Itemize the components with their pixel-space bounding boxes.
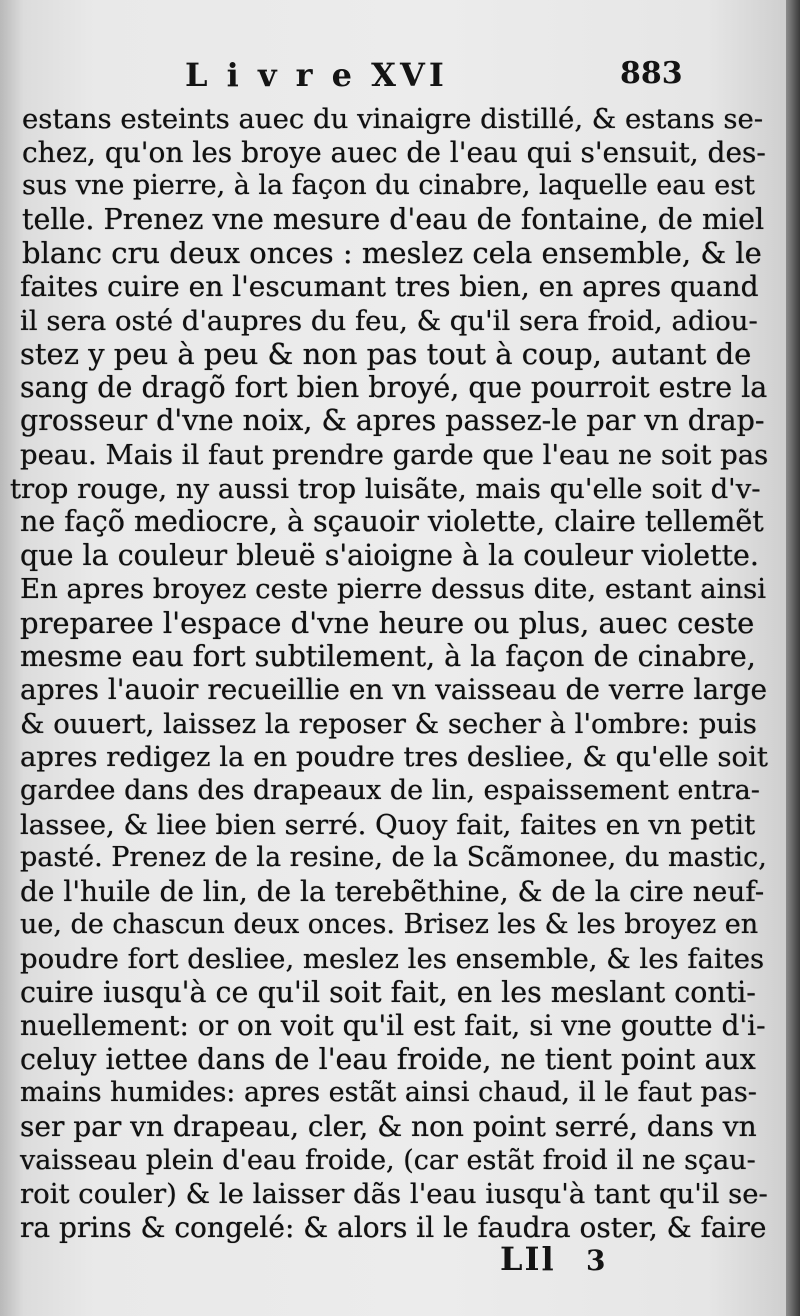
text-line: pasté. Prenez de la resine, de la Scãmonee, du mastic,: [20, 842, 767, 874]
text-line: de l'huile de lin, de la terebẽthine, & de la cire neuf-: [20, 874, 765, 908]
text-line: preparee l'espace d'vne heure ou plus, auec ceste: [20, 606, 755, 640]
text-line: sus vne pierre, à la façon du cinabre, laquelle eau est: [22, 170, 755, 202]
text-line: gardee dans des drapeaux de lin, espaissement entra-: [20, 775, 760, 806]
text-line: En apres broyez ceste pierre dessus dite, estant ainsi: [20, 573, 767, 606]
text-line: chez, qu'on les broye auec de l'eau qui s'ensuit, des-: [22, 135, 766, 169]
text-line: ra prins & congelé: & alors il le faudra oster, & faire: [20, 1210, 767, 1244]
text-line: peau. Mais il faut prendre garde que l'eau ne soit pas: [20, 439, 769, 471]
page-header: [0, 54, 786, 100]
signature-mark: LIl: [500, 1240, 556, 1278]
text-line: cuire iusqu'à ce qu'il soit fait, en les meslant conti-: [20, 975, 756, 1009]
text-line: stez y peu à peu & non pas tout à coup, autant de: [20, 337, 752, 372]
text-line: telle. Prenez vne mesure d'eau de fontaine, de miel: [22, 202, 765, 236]
text-line: vaisseau plein d'eau froide, (car estãt froid il ne sçau-: [20, 1144, 756, 1176]
text-line: faites cuire en l'escumant tres bien, en apres quand: [20, 270, 759, 303]
text-line: celuy iettee dans de l'eau froide, ne tient point aux: [20, 1042, 756, 1076]
text-line: ser par vn drapeau, cler, & non point serré, dans vn: [20, 1110, 757, 1143]
text-line: apres l'auoir recueillie en vn vaisseau de verre large: [20, 673, 768, 707]
text-line: grosseur d'vne noix, & apres passez-le par vn drap-: [20, 404, 765, 438]
text-line: il sera osté d'aupres du feu, & qu'il sera froid, adiou-: [20, 304, 758, 337]
page-edge-shadow: [786, 0, 800, 1316]
text-line: & ouuert, laissez la reposer & secher à l'ombre: puis: [20, 707, 757, 740]
text-line: trop rouge, ny aussi trop luisãte, mais qu'elle soit d'v-: [10, 472, 761, 505]
text-line: que la couleur bleuë s'aioigne à la couleur violette.: [20, 538, 759, 572]
page-number: 883: [620, 56, 683, 91]
running-head: L i v r e XVI: [185, 56, 448, 94]
text-line: estans esteints auec du vinaigre distillé, & estans se-: [22, 103, 764, 135]
text-line: blanc cru deux onces : meslez cela ensemble, & le: [22, 236, 762, 271]
text-line: nuellement: or on voit qu'il est fait, si vne goutte d'i-: [20, 1009, 766, 1043]
text-line: sang de dragõ fort bien broyé, que pourroit estre la: [20, 370, 768, 404]
text-line: ne façõ mediocre, à sçauoir violette, claire tellemẽt: [20, 505, 764, 539]
signature-number: 3: [586, 1244, 606, 1277]
text-line: lassee, & liee bien serré. Quoy fait, faites en vn petit: [20, 808, 756, 841]
text-line: poudre fort desliee, meslez les ensemble, & les faites: [20, 943, 765, 975]
text-line: roit couler) & le laisser dãs l'eau iusqu'à tant qu'il se-: [20, 1178, 768, 1211]
text-line: ue, de chascun deux onces. Brisez les & les broyez en: [20, 909, 759, 941]
text-line: mesme eau fort subtilement, à la façon de cinabre,: [20, 639, 756, 673]
text-line: apres redigez la en poudre tres desliee, & qu'elle soit: [20, 741, 768, 774]
text-line: mains humides: apres estãt ainsi chaud, il le faut pas-: [20, 1077, 757, 1109]
